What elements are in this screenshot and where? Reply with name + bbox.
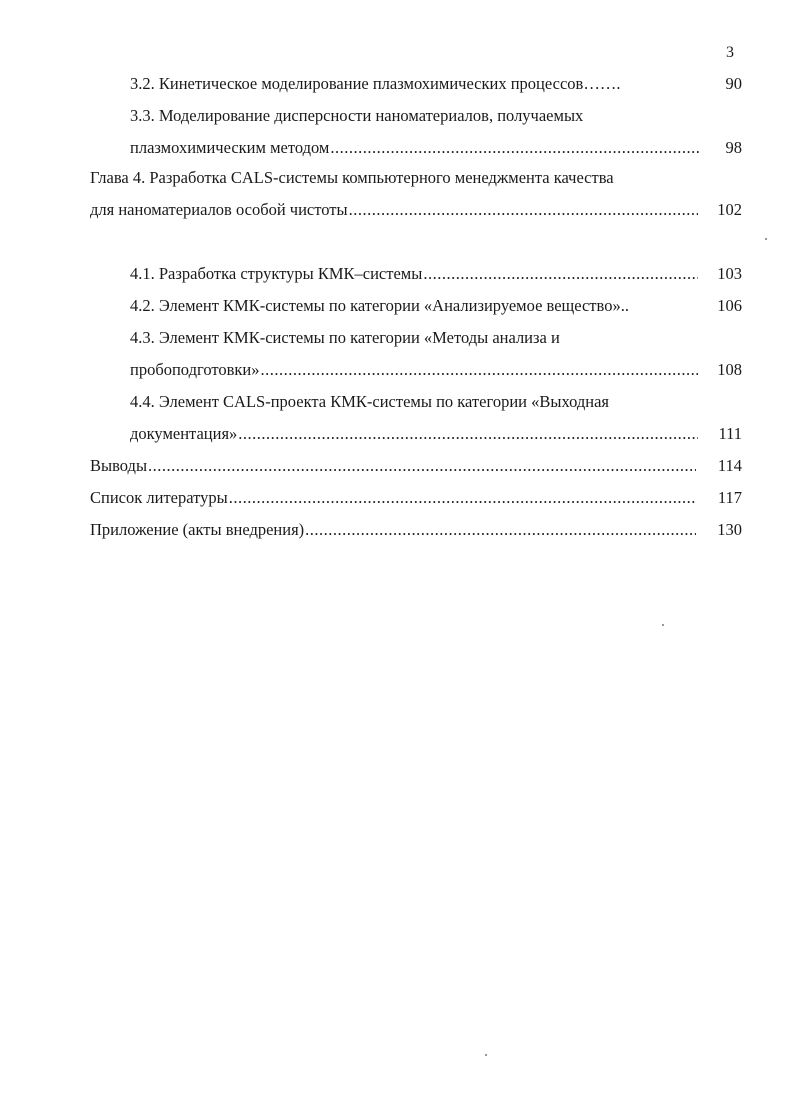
- toc-leader-dots: [349, 200, 698, 220]
- toc-entry-title-line1: 4.4. Элемент CALS-проекта КМК-системы по категории «Выходная: [130, 392, 609, 411]
- toc-entry-page: 102: [717, 200, 742, 219]
- toc-entry-title-line1: Глава 4. Разработка CALS-системы компьютерного менеджмента качества: [90, 168, 614, 187]
- toc-entry-page: 90: [725, 74, 742, 93]
- toc-leader-dots: [330, 138, 700, 158]
- toc-leader-dots: [238, 424, 698, 444]
- toc-entry-page: 130: [717, 520, 742, 539]
- toc-entry-title-line2: плазмохимическим методом: [130, 138, 330, 157]
- toc-entry-page: 98: [725, 138, 742, 157]
- toc-entry-title: Список литературы: [90, 488, 228, 507]
- scan-speck: [485, 1054, 487, 1056]
- scan-speck: [662, 624, 664, 626]
- page-number: 3: [726, 44, 734, 61]
- toc-entry-page: 106: [717, 296, 742, 315]
- toc-entry-title-line1: 3.3. Моделирование дисперсности наноматериалов, получаемых: [130, 106, 584, 125]
- toc-entry-page: 111: [718, 424, 742, 443]
- toc-entry-page: 103: [717, 264, 742, 283]
- scan-speck: [765, 238, 767, 240]
- toc-leader-dots: [261, 360, 699, 380]
- toc-entry-title-line1: 4.3. Элемент КМК-системы по категории «Методы анализа и: [130, 328, 560, 347]
- toc-entry-title: Приложение (акты внедрения): [90, 520, 305, 539]
- toc-leader-tail: ..: [620, 296, 629, 315]
- toc-entry-title: Выводы: [90, 456, 148, 475]
- toc-leader-tail: …….: [583, 74, 621, 93]
- toc-entry-page: 117: [717, 488, 742, 507]
- toc-leader-dots: [305, 520, 696, 540]
- toc-entry-title-line2: для наноматериалов особой чистоты: [90, 200, 348, 219]
- toc-entry-title-line2: пробоподготовки»: [130, 360, 260, 379]
- toc-entry-title: 3.2. Кинетическое моделирование плазмохимических процессов: [130, 74, 584, 93]
- toc-leader-dots: [148, 456, 696, 476]
- toc-leader-dots: [229, 488, 696, 508]
- toc-entry-page: 114: [717, 456, 742, 475]
- toc-leader-dots: [423, 264, 698, 284]
- toc-entry-title-line2: документация»: [130, 424, 238, 443]
- toc-entry-title: 4.2. Элемент КМК-системы по категории «Анализируемое вещество»: [130, 296, 621, 315]
- toc-entry-page: 108: [717, 360, 742, 379]
- toc-entry-title: 4.1. Разработка структуры КМК–системы: [130, 264, 423, 283]
